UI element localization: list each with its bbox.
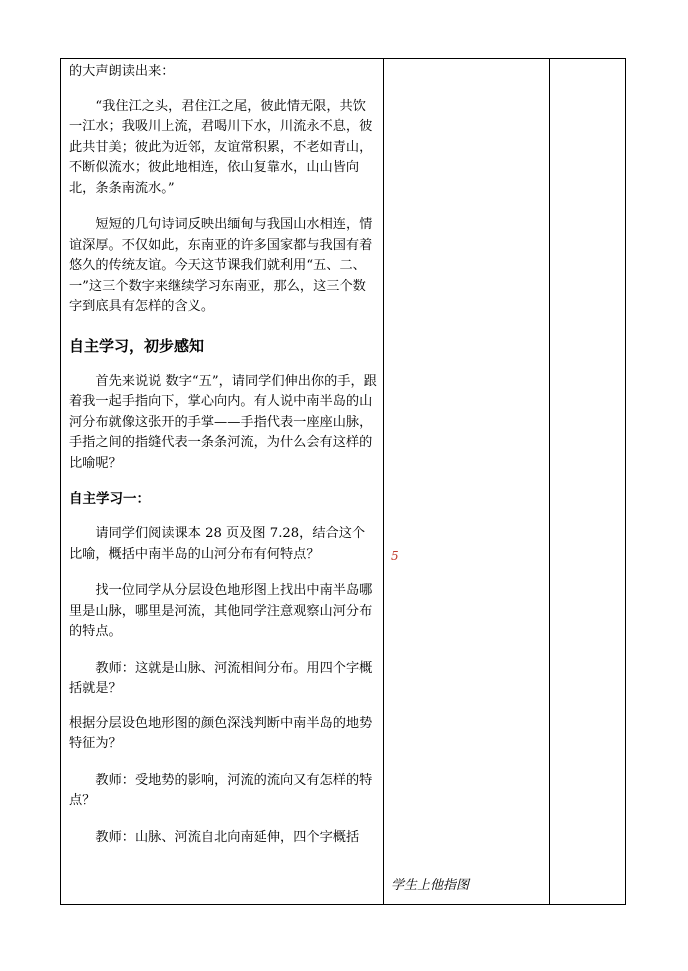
paragraph: 请同学们阅读课本 28 页及图 7.28，结合这个比喻，概括中南半岛的山河分布有何特点？ [69, 526, 366, 562]
paragraph: 首先来说说 数字“五”，请同学们伸出你的手，跟着我一起手指向下，掌心向内。有人说中南半岛的山河分布就像这张开的手掌——手指代表一座座山脉，手指之间的指缝代表一条条河流，为什么会有这样的比喻呢？ [69, 373, 377, 471]
paragraph: 教师：山脉、河流自北向南延伸，四个字概括 [95, 829, 360, 845]
column-divider [549, 59, 550, 904]
paragraph: 根据分层设色地形图的颜色深浅判断中南半岛的地势特征为？ [69, 715, 373, 751]
student-activity-note: 学生上他指图 [391, 878, 470, 893]
column-divider [383, 59, 384, 904]
poem-paragraph: “我住江之头，君住江之尾，彼此情无限，共饮一江水；我吸川上流，君喝川下水，川流永不息，彼此共甘美；彼此为近邻，友谊常积累，不老如青山，不断似流水；彼此地相连，依山复靠水，山山皆向北，条条南流水。” [69, 98, 373, 196]
teaching-content-column [69, 59, 377, 848]
section-heading: 自主学习，初步感知 [69, 336, 205, 355]
handwritten-mark: 5 [391, 549, 399, 563]
paragraph: 教师：受地势的影响，河流的流向又有怎样的特点？ [69, 772, 373, 808]
lesson-table [60, 58, 626, 905]
paragraph: 教师：这就是山脉、河流相间分布。用四个字概括就是？ [69, 660, 373, 696]
paragraph: 的大声朗读出来： [69, 64, 175, 79]
paragraph: 短短的几句诗词反映出缅甸与我国山水相连，情谊深厚。不仅如此，东南亚的许多国家都与我国有着悠久的传统友谊。今天这节课我们就利用“五、二、一”这三个数字来继续学习东南亚，那么，这三个数字到底具有怎样的含义。 [69, 217, 373, 314]
subsection-heading: 自主学习一： [69, 491, 150, 507]
paragraph: 找一位同学从分层设色地形图上找出中南半岛哪里是山脉，哪里是河流，其他同学注意观察山河分布的特点。 [69, 583, 373, 639]
